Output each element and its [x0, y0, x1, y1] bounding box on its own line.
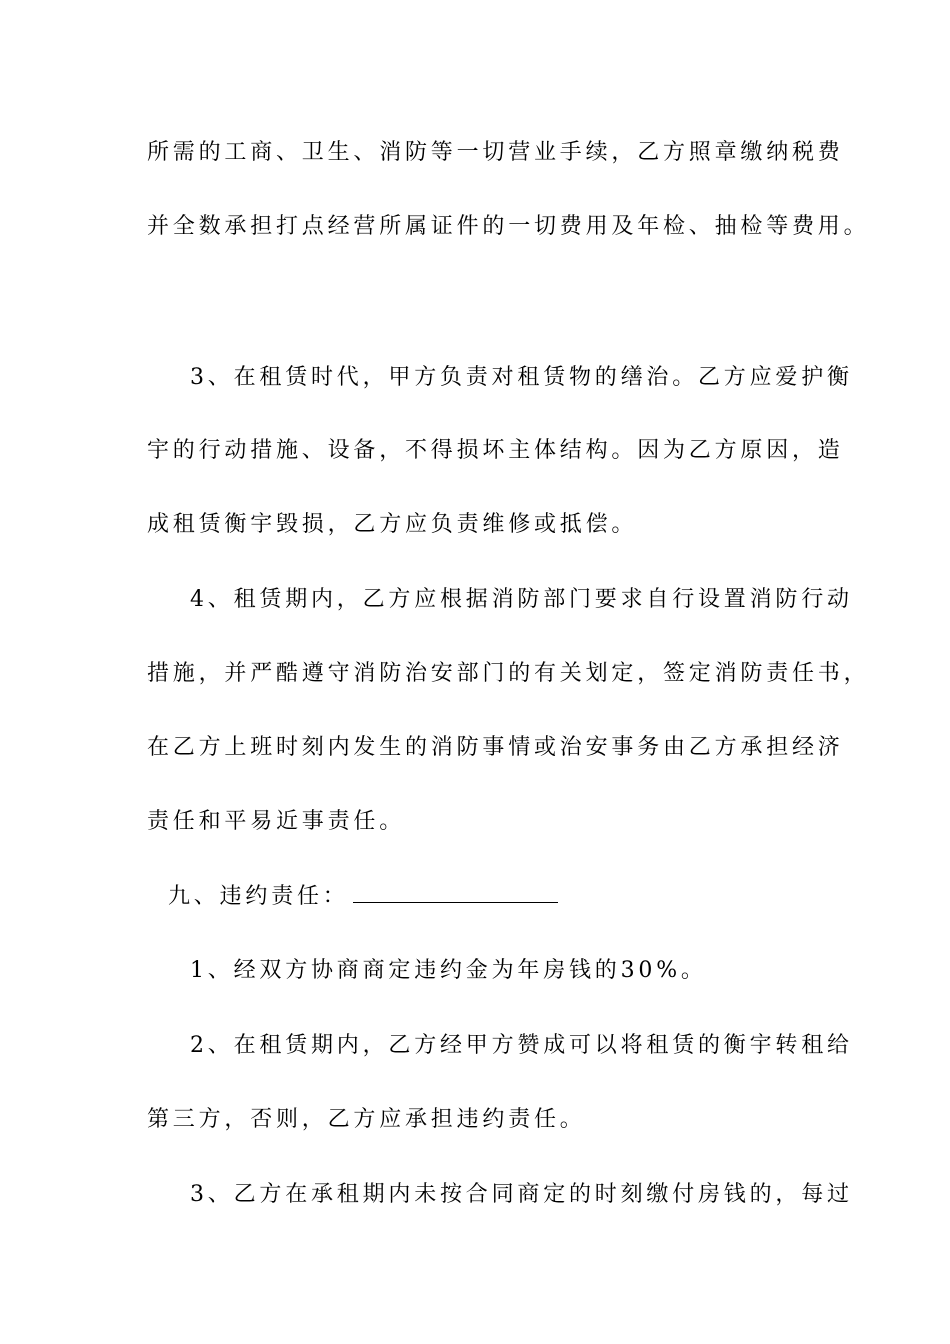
section-heading-text: 九、违约责任： [168, 884, 349, 909]
text-line: 4、租赁期内，乙方应根据消防部门要求自行设置消防行动 [190, 587, 853, 612]
text-line: 责任和平易近事责任。 [147, 809, 406, 834]
text-line: 3、乙方在承租期内未按合同商定的时刻缴付房钱的，每过 [190, 1182, 853, 1207]
blank-underline [353, 884, 558, 903]
text-line: 成租赁衡宇毁损，乙方应负责维修或抵偿。 [147, 512, 638, 537]
text-line: 并全数承担打点经营所属证件的一切费用及年检、抽检等费用。 [147, 214, 870, 239]
text-line: 3、在租赁时代，甲方负责对租赁物的缮治。乙方应爱护衡 [190, 365, 853, 390]
text-line: 第三方，否则，乙方应承担违约责任。 [147, 1107, 586, 1132]
text-line: 所需的工商、卫生、消防等一切营业手续，乙方照章缴纳税费 [147, 140, 844, 165]
text-line: 2、在租赁期内，乙方经甲方赞成可以将租赁的衡宇转租给 [190, 1033, 853, 1058]
text-line: 1、经双方协商商定违约金为年房钱的30%。 [190, 958, 707, 983]
text-line: 措施，并严酷遵守消防治安部门的有关划定，签定消防责任书， [147, 661, 870, 686]
section-heading [168, 882, 558, 912]
text-line: 宇的行动措施、设备，不得损坏主体结构。因为乙方原因，造 [147, 438, 844, 463]
text-line: 在乙方上班时刻内发生的消防事情或治安事务由乙方承担经济 [147, 735, 844, 760]
